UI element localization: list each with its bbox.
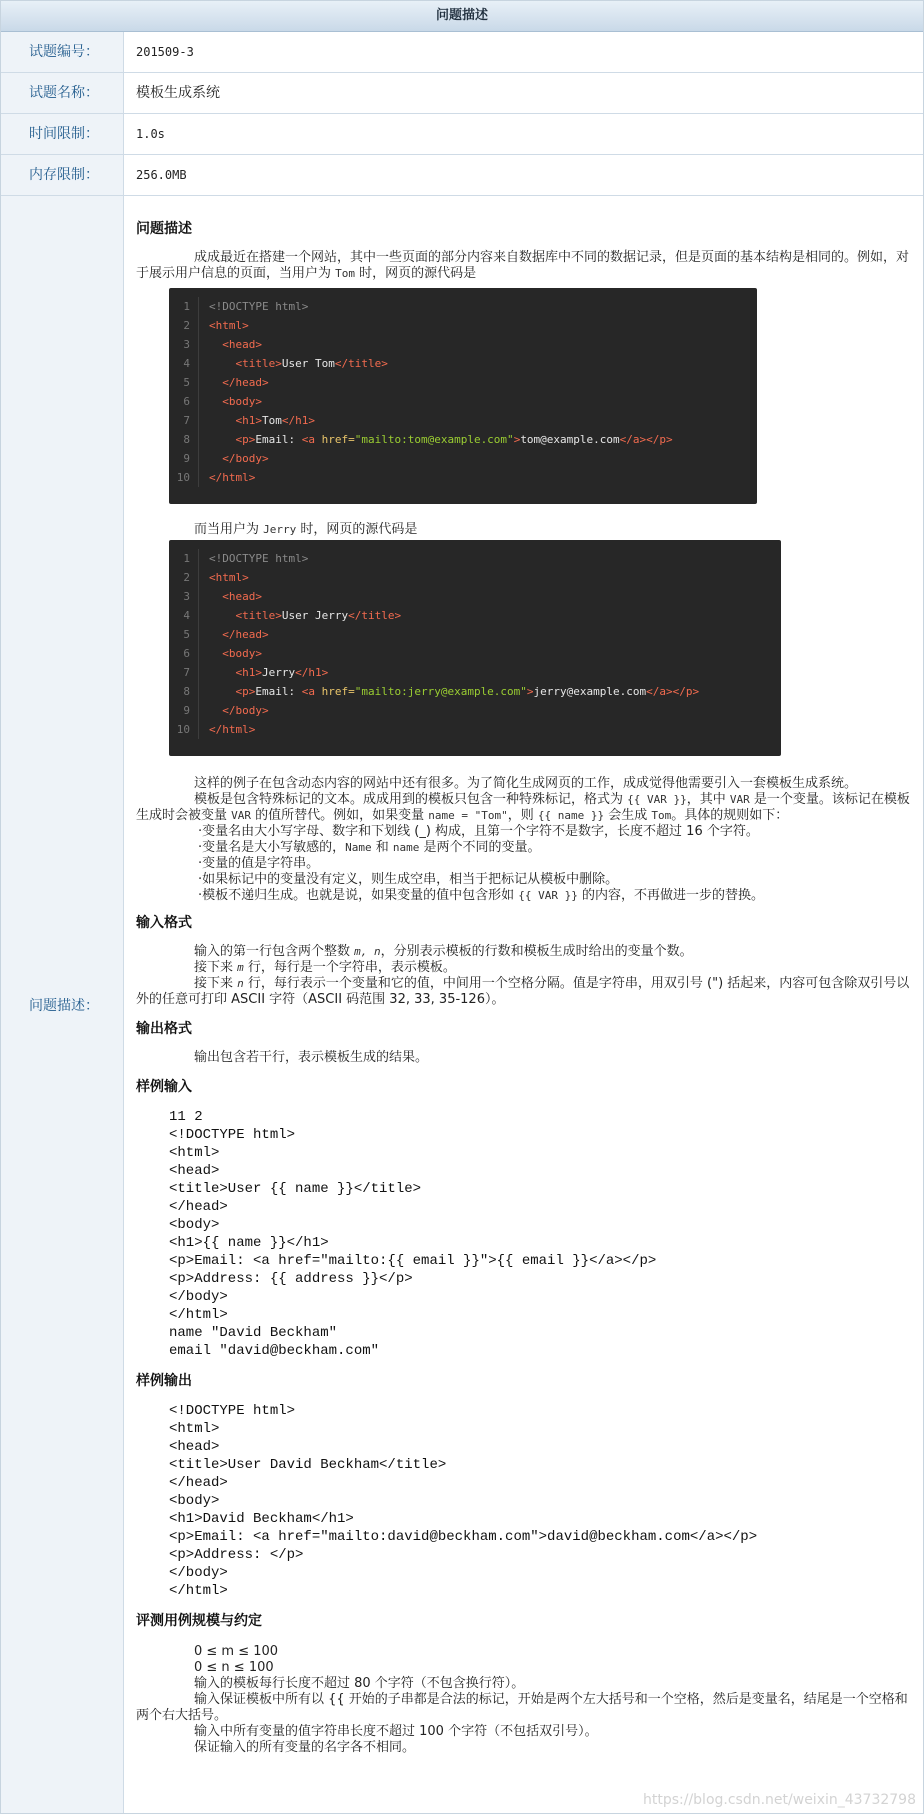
code-token: </html> xyxy=(209,723,256,736)
code-text xyxy=(199,335,262,354)
inline-code: {{ VAR }} xyxy=(518,889,578,902)
text-span: ，其中 xyxy=(686,792,730,807)
code-token: "mailto:jerry@example.com" xyxy=(354,685,527,698)
code-token: </h1> xyxy=(295,666,329,679)
code-text xyxy=(199,468,255,487)
code-token: </h1> xyxy=(281,414,315,427)
code-line xyxy=(169,354,757,373)
code-text xyxy=(199,297,308,316)
output-line: 输出包含若干行，表示模板生成的结果。 xyxy=(194,1050,429,1065)
inline-code: VAR xyxy=(729,793,750,806)
text-span: 时，网页的源代码是 xyxy=(296,522,418,537)
code-line xyxy=(169,644,781,663)
code-token: > xyxy=(526,685,534,698)
code-line xyxy=(169,430,757,449)
section-output: 输出格式 xyxy=(136,1021,192,1037)
inline-code: m, n xyxy=(354,945,381,958)
code-token: </title> xyxy=(348,609,402,622)
code-text xyxy=(199,701,269,720)
header-title: 问题描述 xyxy=(1,1,923,32)
info-label: 试题编号： xyxy=(1,32,124,72)
code-line xyxy=(169,625,781,644)
input-line xyxy=(136,976,911,1008)
code-line xyxy=(169,549,781,568)
section-problem: 问题描述 xyxy=(136,221,192,237)
sample-input: 11 2 <!DOCTYPE html> <html> <head> <title>User {{ name }}</title> </head> <body> <h1>{{ name }}</h1> <p>Email: <a href="mailto:{{ email }}">{{ email }}</a></p> <p>Address: {{ address }}</p> </body> </html> name "David Beckham" email "david@beckham.com" xyxy=(169,1109,657,1359)
code-text xyxy=(199,392,262,411)
rule-item: ·变量的值是字符串。 xyxy=(198,856,320,871)
limit-line: 输入保证模板中所有以 {{ 开始的子串都是合法的标记，开始是两个左大括号和一个空格，然后是变量名，结尾是一个空格和两个右大括号。 xyxy=(136,1692,908,1723)
code-line xyxy=(169,411,757,430)
inline-code: {{ VAR }} xyxy=(627,793,687,806)
inline-code: name = "Tom" xyxy=(428,809,508,822)
rule-item xyxy=(136,888,911,904)
code-line xyxy=(169,392,757,411)
line-number: 6 xyxy=(169,392,199,411)
inline-code: m xyxy=(237,961,244,974)
rule-item: ·如果标记中的变量没有定义，则生成空串，相当于把标记从模板中删除。 xyxy=(198,872,619,887)
text-span: 行，每行是一个字符串，表示模板。 xyxy=(243,960,456,975)
code-token: </head> xyxy=(222,376,269,389)
info-label: 试题名称： xyxy=(1,73,124,113)
info-row-time xyxy=(1,114,923,155)
line-number: 9 xyxy=(169,449,199,468)
code-token: </a></p> xyxy=(619,433,673,446)
section-sample-input: 样例输入 xyxy=(136,1079,192,1095)
code-token: User Tom xyxy=(281,357,335,370)
text-span: 输入的第一行包含两个整数 xyxy=(194,944,355,959)
text-span: 。具体的规则如下： xyxy=(671,808,789,823)
code-token: Email: xyxy=(255,433,302,446)
code-token: Email: xyxy=(255,685,302,698)
code-token: <head> xyxy=(222,338,262,351)
info-value: 201509-3 xyxy=(136,45,194,59)
description-row xyxy=(1,196,923,1813)
rule-item xyxy=(136,840,911,856)
paragraph-intro xyxy=(136,250,911,282)
code-token: <a xyxy=(301,685,322,698)
info-row-name xyxy=(1,73,923,114)
text-span: 和 xyxy=(371,840,393,855)
description-content xyxy=(124,196,923,1756)
input-line xyxy=(136,960,911,976)
code-line xyxy=(169,335,757,354)
inline-code: Name xyxy=(345,841,372,854)
code-line xyxy=(169,316,757,335)
limit-line: 0 ≤ n ≤ 100 xyxy=(194,1660,274,1675)
code-line xyxy=(169,587,781,606)
text-span: 而当用户为 xyxy=(194,522,264,537)
code-token: <head> xyxy=(222,590,262,603)
line-number: 7 xyxy=(169,663,199,682)
code-line xyxy=(169,682,781,701)
code-token: Tom xyxy=(262,414,282,427)
code-token: Jerry xyxy=(262,666,296,679)
line-number: 8 xyxy=(169,682,199,701)
code-line xyxy=(169,297,757,316)
code-token: </body> xyxy=(222,704,269,717)
section-sample-output: 样例输出 xyxy=(136,1373,192,1389)
code-text xyxy=(199,430,673,449)
code-token: <html> xyxy=(209,571,249,584)
code-token: <html> xyxy=(209,319,249,332)
code-token: <a xyxy=(301,433,322,446)
info-value: 1.0s xyxy=(136,127,165,141)
code-text xyxy=(199,354,388,373)
code-token: href= xyxy=(321,685,355,698)
code-token: </html> xyxy=(209,471,256,484)
code-text xyxy=(199,587,262,606)
code-token: <h1> xyxy=(235,666,262,679)
info-value: 256.0MB xyxy=(136,168,187,182)
text-span: 会生成 xyxy=(604,808,652,823)
description-label: 问题描述： xyxy=(1,196,124,1813)
code-token: "mailto:tom@example.com" xyxy=(354,433,514,446)
code-text xyxy=(199,720,255,739)
code-token: tom@example.com xyxy=(520,433,620,446)
code-text xyxy=(199,549,308,568)
code-block-jerry xyxy=(169,540,781,756)
code-line xyxy=(169,468,757,487)
text-span: ·模板不递归生成。也就是说，如果变量的值中包含形如 xyxy=(198,888,519,903)
text-span: 的值所替代。例如，如果变量 xyxy=(251,808,429,823)
code-token: <title> xyxy=(235,357,282,370)
info-label: 时间限制： xyxy=(1,114,124,154)
code-text xyxy=(199,316,249,335)
code-token: href= xyxy=(321,433,355,446)
code-token: </body> xyxy=(222,452,269,465)
inline-code: Tom xyxy=(651,809,672,822)
code-token: jerry@example.com xyxy=(533,685,647,698)
text-span: 接下来 xyxy=(194,960,238,975)
code-text xyxy=(199,663,328,682)
code-line xyxy=(169,701,781,720)
code-text xyxy=(199,625,269,644)
input-line xyxy=(136,944,911,960)
text-span: 模板是包含特殊标记的文本。成成用到的模板只包含一种特殊标记，格式为 xyxy=(194,792,628,807)
line-number: 3 xyxy=(169,335,199,354)
limit-line: 输入的模板每行长度不超过 80 个字符（不包含换行符）。 xyxy=(194,1676,525,1691)
line-number: 1 xyxy=(169,297,199,316)
text-span: 接下来 xyxy=(194,976,238,991)
info-label: 内存限制： xyxy=(1,155,124,195)
code-token: </a></p> xyxy=(646,685,700,698)
line-number: 4 xyxy=(169,354,199,373)
code-text xyxy=(199,449,269,468)
line-number: 8 xyxy=(169,430,199,449)
limit-line: 输入中所有变量的值字符串长度不超过 100 个字符（不包括双引号）。 xyxy=(194,1724,598,1739)
inline-code: VAR xyxy=(231,809,252,822)
sample-output: <!DOCTYPE html> <html> <head> <title>User David Beckham</title> </head> <body> <h1>David Beckham</h1> <p>Email: <a href="mailto:david@beckham.com">david@beckham.com</a></p> <p>Address: </p> </body> </html> xyxy=(169,1403,758,1599)
paragraph-jerry xyxy=(136,522,911,538)
code-line xyxy=(169,606,781,625)
section-limits: 评测用例规模与约定 xyxy=(136,1613,262,1629)
line-number: 5 xyxy=(169,625,199,644)
code-text xyxy=(199,568,249,587)
paragraph-template xyxy=(136,792,911,824)
text-span: 成成最近在搭建一个网站，其中一些页面的部分内容来自数据库中不同的数据记录，但是页面的基本结构是相同的。例如，对于展示用户信息的页面，当用户为 xyxy=(136,250,910,281)
text-span: 的内容，不再做进一步的替换。 xyxy=(577,888,765,903)
code-text xyxy=(199,373,269,392)
code-line xyxy=(169,568,781,587)
text-span: 时，网页的源代码是 xyxy=(355,266,477,281)
inline-code: Jerry xyxy=(263,523,297,536)
inline-code: Tom xyxy=(335,267,356,280)
code-line xyxy=(169,663,781,682)
inline-code: name xyxy=(392,841,420,854)
code-line xyxy=(169,449,757,468)
info-row-memory xyxy=(1,155,923,196)
code-token: </title> xyxy=(334,357,388,370)
info-row-id xyxy=(1,32,923,73)
text-span: ，则 xyxy=(507,808,538,823)
text-span: 是两个不同的变量。 xyxy=(419,840,541,855)
line-number: 9 xyxy=(169,701,199,720)
line-number: 1 xyxy=(169,549,199,568)
line-number: 4 xyxy=(169,606,199,625)
code-token: <body> xyxy=(222,395,262,408)
code-token: <p> xyxy=(235,685,256,698)
code-token: <!DOCTYPE html> xyxy=(209,552,309,565)
line-number: 2 xyxy=(169,316,199,335)
info-value: 模板生成系统 xyxy=(136,85,220,101)
limit-line: 保证输入的所有变量的名字各不相同。 xyxy=(194,1740,416,1755)
line-number: 10 xyxy=(169,720,199,739)
line-number: 10 xyxy=(169,468,199,487)
code-text xyxy=(199,644,262,663)
text-span: 行，每行表示一个变量和它的值，中间用一个空格分隔。值是字符串，用双引号 (") 括起来，内容可包含除双引号以外的任意可打印 ASCII 字符（ASCII 码范围 32, 33, 35-126）。 xyxy=(136,976,910,1007)
text-span: ·变量名是大小写敏感的， xyxy=(198,840,346,855)
code-token: > xyxy=(513,433,521,446)
code-token: <body> xyxy=(222,647,262,660)
inline-code: {{ name }} xyxy=(537,809,605,822)
code-token: <p> xyxy=(235,433,256,446)
code-text xyxy=(199,606,401,625)
text-span: ，分别表示模板的行数和模板生成时给出的变量个数。 xyxy=(380,944,693,959)
paragraph-motivation: 这样的例子在包含动态内容的网站中还有很多。为了简化生成网页的工作，成成觉得他需要引入一套模板生成系统。 xyxy=(194,776,858,791)
code-token: <h1> xyxy=(235,414,262,427)
line-number: 5 xyxy=(169,373,199,392)
line-number: 3 xyxy=(169,587,199,606)
code-token: </head> xyxy=(222,628,269,641)
line-number: 6 xyxy=(169,644,199,663)
description-cell xyxy=(124,196,923,1813)
code-text xyxy=(199,682,699,701)
rule-item: ·变量名由大小写字母、数字和下划线 (_) 构成，且第一个字符不是数字，长度不超过 16 个字符。 xyxy=(198,824,759,839)
code-text xyxy=(199,411,315,430)
inline-code: n xyxy=(237,977,244,990)
code-line xyxy=(169,720,781,739)
code-token: User Jerry xyxy=(281,609,349,622)
line-number: 7 xyxy=(169,411,199,430)
code-token: <!DOCTYPE html> xyxy=(209,300,309,313)
line-number: 2 xyxy=(169,568,199,587)
text-span: 是一个变量。该标记在模板生成时会被变量 xyxy=(136,792,910,823)
code-token: <title> xyxy=(235,609,282,622)
code-line xyxy=(169,373,757,392)
watermark: https://blog.csdn.net/weixin_43732798 xyxy=(642,1792,916,1808)
code-block-tom xyxy=(169,288,757,504)
section-input: 输入格式 xyxy=(136,915,192,931)
limit-line: 0 ≤ m ≤ 100 xyxy=(194,1644,279,1659)
